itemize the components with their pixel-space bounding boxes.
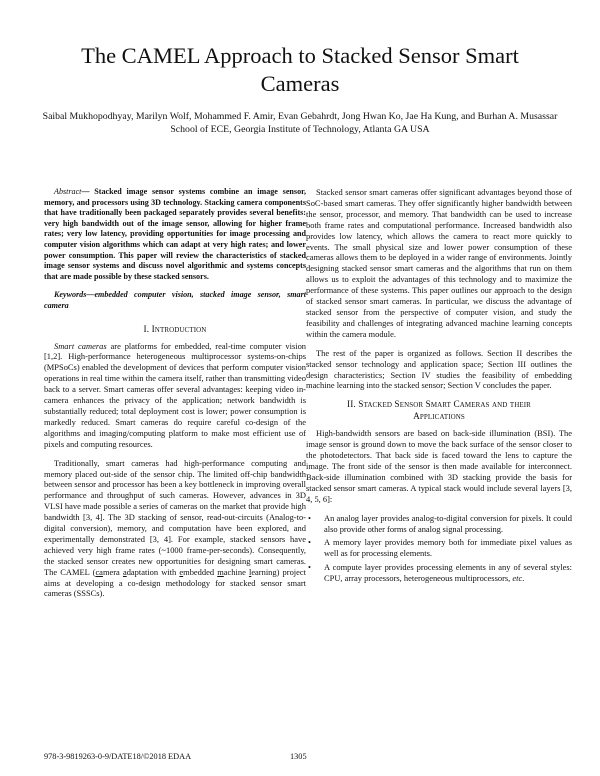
sec2-paragraph-1: High-bandwidth sensors are based on back-side illumination (BSI). The image sensor is ground down to move the back surface of the sensor closer to the photodetectors. That back side is faced toward the lens to capture the image. The front side of the sensor is then made available for interconnect. Back-side illumination combined with 3D stacking provide the basis for stacked sensor smart cameras. A typical stack would include several layers [3, 4, 5, 6]: <box>306 428 572 504</box>
keywords: Keywords—embedded computer vision, stacked image sensor, smart camera <box>44 290 306 310</box>
camel-letter-m: m <box>217 566 224 577</box>
author-list: Saibal Mukhopodhyay, Marilyn Wolf, Mohammed F. Amir, Evan Gebahrdt, Jong Hwan Ko, Jae Ha Kung, and Burhan A. Musassar <box>42 111 558 122</box>
page-number: 1305 <box>290 752 307 761</box>
intro-p1-text: are platforms for embedded, real-time computer vision [1,2]. High-performance heterogeneous multiprocessor systems-on-chips (MPSoCs) enabled the development of devices that perform computer vision operations in real time within the camera itself, rather than transmitting video back to a server. Smart cameras offer several advantages: keeping video in-camera enhances the privacy of the application; network bandwidth is substantially reduced; total deployment cost is lower; power consumption is markedly reduced. Smart cameras do require careful co-design of the algorithms and imaging/computing platform to make most efficient use of pixels and computing resources. <box>44 340 307 449</box>
layer-list <box>306 513 572 584</box>
list-item <box>306 513 572 535</box>
intro-p2-text-f: earning) project aims at developing a co-design methodology for stacked sensor smart cameras (SSSCs). <box>44 566 306 599</box>
camel-letter-l: l <box>248 566 252 577</box>
section-heading-intro <box>44 324 306 336</box>
abstract-text: — Stacked image sensor systems combine an image sensor, memory, and processors using 3D technology. Stacking camera components that have traditionally been packaged separately provides several benefits: very high bandwidth out of the image sensor, allowing for higher frame rates; very low latency, providing opportunities for image processing and computer vision algorithms which can adapt at very high rates; and lower power consumption. This paper will review the characteristics of stacked image sensor systems and discuss novel algorithmic and systems concepts that are made possible by these stacked sensors. <box>44 187 306 281</box>
intro-p2-text-e: achine <box>223 566 249 577</box>
list-item-text: A compute layer provides processing elements in any of several styles: CPU, array processors, heterogeneous multiprocessors, <box>324 562 572 584</box>
section-title-line-1: Stacked Sensor Smart Cameras and their <box>358 400 531 411</box>
bullet-icon: • <box>308 537 311 548</box>
section-title: Introduction <box>151 324 207 335</box>
section-number: I. <box>143 324 150 335</box>
intro-p2-text-b: mera <box>102 566 123 577</box>
etc-term: etc <box>512 573 523 584</box>
camel-letter-a: a <box>122 566 127 577</box>
abstract-label: Abstract <box>54 187 82 196</box>
camel-letter-e: e <box>179 566 184 577</box>
intro-paragraph-1 <box>44 341 306 450</box>
intro-p2-text-d: mbedded <box>183 566 218 577</box>
bullet-icon: • <box>308 562 311 573</box>
abstract <box>44 187 306 282</box>
footer-isbn: 978-3-9819263-0-9/DATE18/©2018 EDAA <box>44 752 192 761</box>
left-column <box>44 187 306 607</box>
affiliation: School of ECE, Georgia Institute of Technology, Atlanta GA USA <box>170 124 430 135</box>
list-item <box>306 537 572 559</box>
smart-cameras-term: Smart cameras <box>54 340 107 351</box>
right-column <box>306 187 572 587</box>
intro-p2-text-a: Traditionally, smart cameras had high-performance computing and memory placed out-side of the sensor chip. The limited off-chip bandwidth between sensor and processor has been a key bottleneck in improving overall performance and throughput of such cameras. However, advances in 3D VLSI have made possible a series of cameras on the market that provide high bandwidth [3, 4]. The 3D stacking of sensor, read-out-circuits (Analog-to-digital conversion), memory, and computation have been explored, and experimentally demonstrated [3, 4]. For example, stacked sensors have achieved very high frame rates (~1000 frame-per-seconds). Consequently, the stacked sensor creates new opportunities for designing smart cameras. The CAMEL ( <box>44 457 306 577</box>
camel-letter-ca: ca <box>95 566 103 577</box>
author-block <box>40 110 560 136</box>
right-paragraph-1: Stacked sensor smart cameras offer significant advantages beyond those of SoC-based smart cameras. They offer significantly higher bandwidth between the sensor, processor, and memory. That bandwidth can be used to increase both frame rates and computational performance. Increased bandwidth also provides low latency, which allows the camera to react more quickly to events. The small physical size and lower power consumption of these cameras allows them to be deployed in a wider range of environments. Jointly designing stacked sensor smart cameras and the algorithms that run on them allows us to exploit the advantages of this technology and to maximize the performance of these systems. This paper outlines our approach to the design of stacked sensor smart cameras. In particular, we discuss the advantage of stacked sensor from the perspective of computer vision, and study the feasibility and challenges of integrating advanced machine learning concepts within the camera module. <box>306 187 572 339</box>
list-item <box>306 562 572 584</box>
section-heading-2 <box>306 399 572 423</box>
section-title-line-2: Applications <box>413 412 465 423</box>
right-paragraph-2: The rest of the paper is organized as follows. Section II describes the stacked sensor technology and application space; Section III outlines the design characteristics; Section IV studies the feasibility of embedding machine learning into the stacked sensor; Section V concludes the paper. <box>306 347 572 391</box>
list-item-tail: . <box>522 573 525 584</box>
list-item-text: An analog layer provides analog-to-digital conversion for pixels. It could also provide other forms of analog signal processing. <box>324 512 572 534</box>
paper-title: The CAMEL Approach to Stacked Sensor Smart Cameras <box>81 43 519 96</box>
intro-p2-text-c: daptation with <box>126 566 180 577</box>
bullet-icon: • <box>308 512 311 523</box>
intro-paragraph-2 <box>44 458 306 600</box>
list-item-text: A memory layer provides memory both for immediate pixel values as well as for processing elements. <box>324 537 572 559</box>
section-number: II. <box>347 400 356 411</box>
